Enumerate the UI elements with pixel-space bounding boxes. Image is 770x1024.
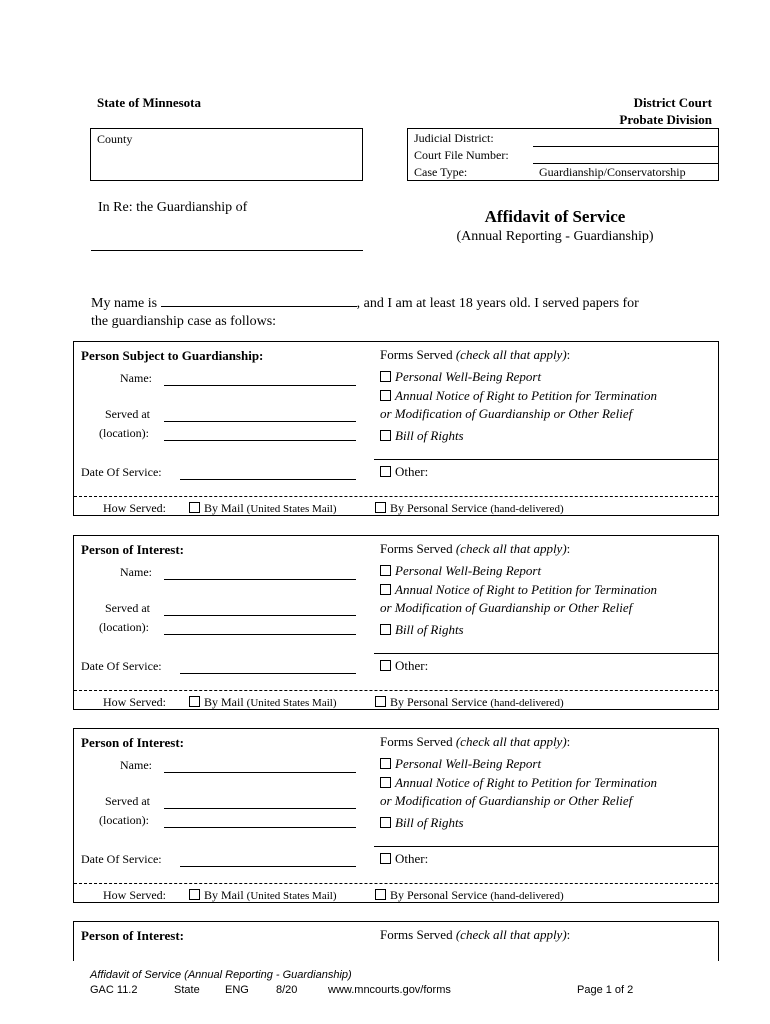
checkbox[interactable] [380,584,391,595]
colon: : [566,347,571,362]
court-file-number-field[interactable] [533,163,718,164]
intro-line-2: the guardianship case as follows: [91,314,277,329]
forms-served-text: Forms Served [380,734,453,749]
separator [374,653,718,654]
page-subtitle: (Annual Reporting - Guardianship) [456,229,654,244]
checkbox[interactable] [375,696,386,707]
form-option-other[interactable] [380,464,428,480]
footer-url[interactable]: www.mncourts.gov/forms [328,984,451,996]
checkbox[interactable] [380,624,391,635]
checkbox[interactable] [380,390,391,401]
form-option-other[interactable] [380,658,428,674]
section-heading: Person of Interest: [81,735,185,750]
form-label-cont: or Modification of Guardianship or Other Relief [380,600,633,615]
checkbox[interactable] [189,502,200,513]
checkbox[interactable] [380,817,391,828]
form-label: Other: [395,464,429,479]
check-all-note: (check all that apply) [455,541,567,556]
footer-code: GAC 11.2 [90,984,138,996]
served-at-label: Served at [105,601,150,615]
by-personal-option[interactable] [375,888,564,903]
by-personal-note: (hand-delivered) [490,697,564,709]
how-served-label: How Served: [103,501,166,515]
by-mail-note: (United States Mail) [246,890,337,902]
date-of-service-label: Date Of Service: [81,465,162,479]
name-field[interactable] [164,385,356,386]
judicial-district-label: Judicial District: [414,131,494,145]
forms-served-label [380,734,570,750]
separator [374,846,718,847]
how-served-label: How Served: [103,695,166,709]
form-label: Personal Well-Being Report [395,756,542,771]
form-label: Bill of Rights [395,622,464,637]
name-label: Name: [120,371,152,385]
separator [374,459,718,460]
section-heading: Person Subject to Guardianship: [81,348,264,363]
service-section [73,535,719,710]
service-section [73,728,719,903]
by-mail-label: By Mail [204,695,244,709]
checkbox[interactable] [189,696,200,707]
checkbox[interactable] [380,430,391,441]
case-info-box [407,128,719,181]
checkbox[interactable] [189,889,200,900]
checkbox[interactable] [380,853,391,864]
ward-name-field[interactable] [91,250,363,251]
by-personal-label: By Personal Service [390,501,488,515]
section-heading: Person of Interest: [81,542,185,557]
by-personal-label: By Personal Service [390,888,488,902]
form-label: Other: [395,658,429,673]
forms-served-label [380,541,570,557]
checkbox[interactable] [380,371,391,382]
form-option-bill-of-rights[interactable] [380,622,464,638]
location-field[interactable] [164,827,356,828]
name-field[interactable] [164,772,356,773]
location-field[interactable] [164,440,356,441]
checkbox[interactable] [380,466,391,477]
check-all-note: (check all that apply) [455,347,567,362]
location-label: (location): [99,620,149,634]
section-heading: Person of Interest: [81,928,185,943]
form-label: Other: [395,851,429,866]
form-option-well-being[interactable] [380,369,541,385]
served-at-field[interactable] [164,421,356,422]
name-label: Name: [120,565,152,579]
service-section [73,921,719,961]
name-field[interactable] [164,579,356,580]
dashed-divider [74,496,718,497]
footer-page: Page 1 of 2 [577,984,634,996]
check-all-note: (check all that apply) [455,734,567,749]
division-label: Probate Division [619,112,712,127]
by-mail-option[interactable] [189,501,337,516]
served-at-field[interactable] [164,808,356,809]
intro-line-1 [91,294,639,312]
page-title: Affidavit of Service [484,207,626,226]
judicial-district-field[interactable] [533,146,718,147]
by-mail-note: (United States Mail) [246,503,337,515]
state-label: State of Minnesota [97,95,201,110]
form-option-annual-notice[interactable] [380,775,657,791]
date-of-service-field[interactable] [180,479,356,480]
check-all-note: (check all that apply) [455,927,567,942]
form-option-bill-of-rights[interactable] [380,428,464,444]
case-type-value: Guardianship/Conservatorship [539,165,686,179]
checkbox[interactable] [380,777,391,788]
location-field[interactable] [164,634,356,635]
served-at-label: Served at [105,407,150,421]
by-personal-label: By Personal Service [390,695,488,709]
by-mail-label: By Mail [204,888,244,902]
form-label-cont: or Modification of Guardianship or Other Relief [380,406,633,421]
forms-served-label [380,347,570,363]
court-label: District Court [633,95,712,110]
forms-served-text: Forms Served [380,541,453,556]
county-label: County [97,132,133,146]
forms-served-text: Forms Served [380,927,453,942]
footer-form-title: Affidavit of Service (Annual Reporting - Guardianship) [90,969,352,981]
by-mail-label: By Mail [204,501,244,515]
name-label: Name: [120,758,152,772]
intro-part-2: , and I am at least 18 years old. I served papers for [356,296,639,311]
checkbox[interactable] [380,660,391,671]
by-mail-note: (United States Mail) [246,697,337,709]
form-label-cont: or Modification of Guardianship or Other Relief [380,793,633,808]
form-option-annual-notice[interactable] [380,388,657,404]
served-at-label: Served at [105,794,150,808]
case-type-label: Case Type: [414,165,468,179]
form-label: Bill of Rights [395,815,464,830]
county-box[interactable] [90,128,363,181]
how-served-label: How Served: [103,888,166,902]
checkbox[interactable] [375,889,386,900]
colon: : [566,927,571,942]
location-label: (location): [99,813,149,827]
colon: : [566,541,571,556]
served-at-field[interactable] [164,615,356,616]
form-option-annual-notice[interactable] [380,582,657,598]
by-mail-option[interactable] [189,888,337,903]
date-of-service-field[interactable] [180,866,356,867]
intro-part-1: My name is [91,296,158,311]
form-option-well-being[interactable] [380,756,541,772]
checkbox[interactable] [375,502,386,513]
footer-jurisdiction: State [174,984,200,996]
form-label: Annual Notice of Right to Petition for Termination [395,775,658,790]
form-option-other[interactable] [380,851,428,867]
date-of-service-field[interactable] [180,673,356,674]
form-option-bill-of-rights[interactable] [380,815,464,831]
by-personal-option[interactable] [375,501,564,516]
service-section [73,341,719,516]
by-mail-option[interactable] [189,695,337,710]
date-of-service-label: Date Of Service: [81,659,162,673]
colon: : [566,734,571,749]
forms-served-label [380,927,570,943]
checkbox[interactable] [380,565,391,576]
location-label: (location): [99,426,149,440]
by-personal-option[interactable] [375,695,564,710]
court-file-number-label: Court File Number: [414,148,509,162]
form-label: Personal Well-Being Report [395,563,542,578]
form-label: Annual Notice of Right to Petition for Termination [395,582,658,597]
checkbox[interactable] [380,758,391,769]
footer-date: 8/20 [276,984,298,996]
form-label: Annual Notice of Right to Petition for Termination [395,388,658,403]
form-label: Personal Well-Being Report [395,369,542,384]
dashed-divider [74,690,718,691]
forms-served-text: Forms Served [380,347,453,362]
dashed-divider [74,883,718,884]
by-personal-note: (hand-delivered) [490,890,564,902]
footer-language: ENG [225,984,249,996]
affiant-name-field[interactable] [161,294,357,307]
in-re-label: In Re: the Guardianship of [98,200,248,215]
date-of-service-label: Date Of Service: [81,852,162,866]
form-label: Bill of Rights [395,428,464,443]
form-option-well-being[interactable] [380,563,541,579]
by-personal-note: (hand-delivered) [490,503,564,515]
